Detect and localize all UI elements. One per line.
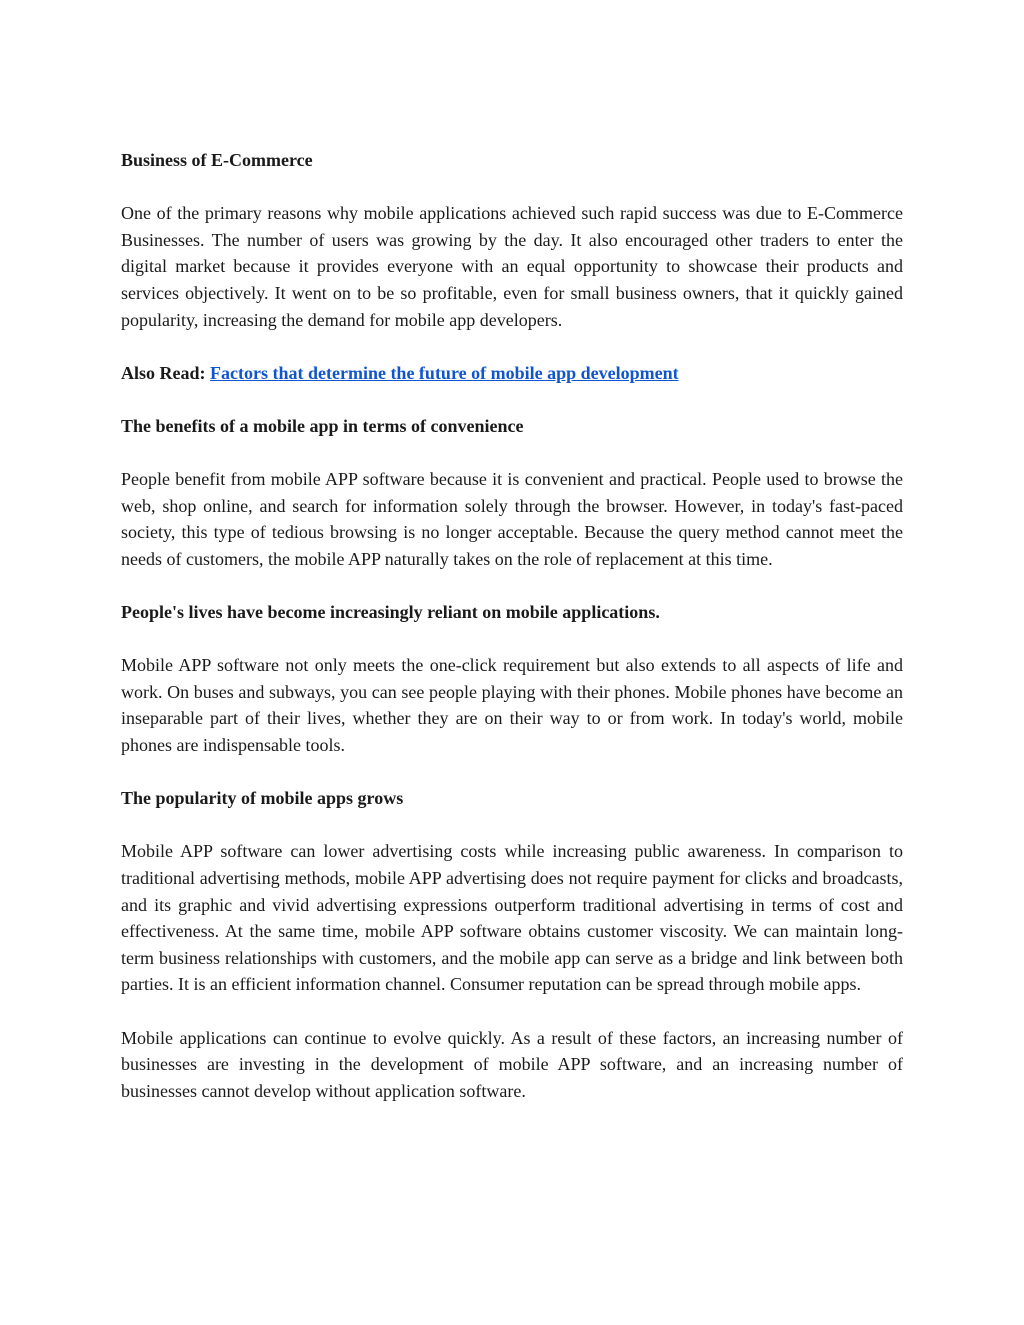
paragraph-ecommerce: One of the primary reasons why mobile applications achieved such rapid success was due to E-Commerce Businesses. The number of users was growing by the day. It also encouraged other traders to enter the digital market because it provides everyone with an equal opportunity to showcase their products and services objectively. It went on to be so profitable, even for small business owners, that it quickly gained popularity, increasing the demand for mobile app developers. bbox=[121, 203, 903, 330]
section-heading-convenience: The benefits of a mobile app in terms of convenience bbox=[121, 415, 524, 436]
also-read-line bbox=[121, 360, 903, 387]
also-read-link[interactable]: Factors that determine the future of mobile app development bbox=[210, 362, 679, 383]
paragraph-convenience: People benefit from mobile APP software because it is convenient and practical. People used to browse the web, shop online, and search for information solely through the browser. However, in today's fast-paced society, this type of tedious browsing is no longer acceptable. Because the query method cannot meet the needs of customers, the mobile APP naturally takes on the role of replacement at this time. bbox=[121, 469, 903, 569]
section-heading-popularity: The popularity of mobile apps grows bbox=[121, 788, 404, 809]
paragraph-popularity: Mobile APP software can lower advertising costs while increasing public awareness. In comparison to traditional advertising methods, mobile APP advertising does not require payment for clicks and broadcasts, and its graphic and vivid advertising expressions outperform traditional advertising in terms of cost and effectiveness. At the same time, mobile APP software obtains customer viscosity. We can maintain long-term business relationships with customers, and the mobile app can serve as a bridge and link between both parties. It is an efficient information channel. Consumer reputation can be spread through mobile apps. bbox=[121, 841, 903, 995]
also-read-label: Also Read: bbox=[121, 362, 210, 383]
paragraph-evolution: Mobile applications can continue to evolve quickly. As a result of these factors, an increasing number of businesses are investing in the development of mobile APP software, and an increasing number of businesses cannot develop without application software. bbox=[121, 1027, 903, 1101]
section-heading-reliance: People's lives have become increasingly reliant on mobile applications. bbox=[121, 602, 660, 623]
section-heading-ecommerce: Business of E-Commerce bbox=[121, 150, 313, 170]
paragraph-reliance: Mobile APP software not only meets the one-click requirement but also extends to all aspects of life and work. On buses and subways, you can see people playing with their phones. Mobile phones have become an inseparable part of their lives, whether they are on their way to or from work. In today's world, mobile phones are indispensable tools. bbox=[121, 655, 903, 756]
document-page bbox=[121, 147, 903, 1131]
